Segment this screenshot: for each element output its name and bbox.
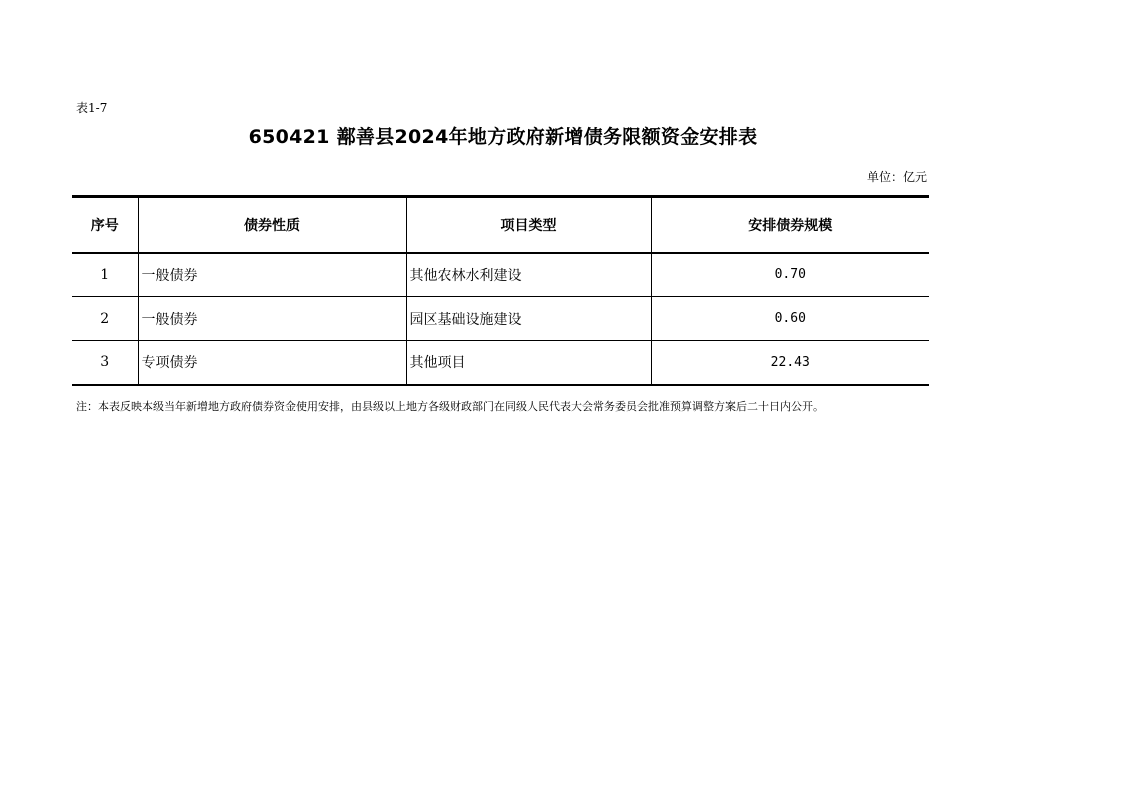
header-project-type: 项目类型 xyxy=(406,197,651,253)
footnote: 注：本表反映本级当年新增地方政府债券资金使用安排，由县级以上地方各级财政部门在同级人民代表大会常务委员会批准预算调整方案后二十日内公开。 xyxy=(76,400,824,413)
header-bond-type: 债券性质 xyxy=(138,197,406,253)
cell-project-type: 园区基础设施建设 xyxy=(406,297,651,341)
cell-bond-type: 一般债券 xyxy=(138,253,406,297)
cell-project-type: 其他项目 xyxy=(406,341,651,385)
cell-index: 1 xyxy=(72,253,138,297)
debt-allocation-table xyxy=(72,195,929,386)
cell-bond-type: 一般债券 xyxy=(138,297,406,341)
cell-index: 3 xyxy=(72,341,138,385)
table-row xyxy=(72,253,929,297)
table-row xyxy=(72,297,929,341)
cell-bond-type: 专项债券 xyxy=(138,341,406,385)
table-header-row xyxy=(72,197,929,253)
cell-bond-amount: 22.43 xyxy=(651,341,929,385)
header-bond-amount: 安排债券规模 xyxy=(651,197,929,253)
cell-index: 2 xyxy=(72,297,138,341)
cell-bond-amount: 0.60 xyxy=(651,297,929,341)
table-number: 表1-7 xyxy=(76,101,108,115)
unit-label: 单位：亿元 xyxy=(866,170,927,184)
table-row xyxy=(72,341,929,385)
page-title: 650421 鄯善县2024年地方政府新增债务限额资金安排表 xyxy=(248,126,758,148)
header-index: 序号 xyxy=(72,197,138,253)
cell-project-type: 其他农林水利建设 xyxy=(406,253,651,297)
cell-bond-amount: 0.70 xyxy=(651,253,929,297)
